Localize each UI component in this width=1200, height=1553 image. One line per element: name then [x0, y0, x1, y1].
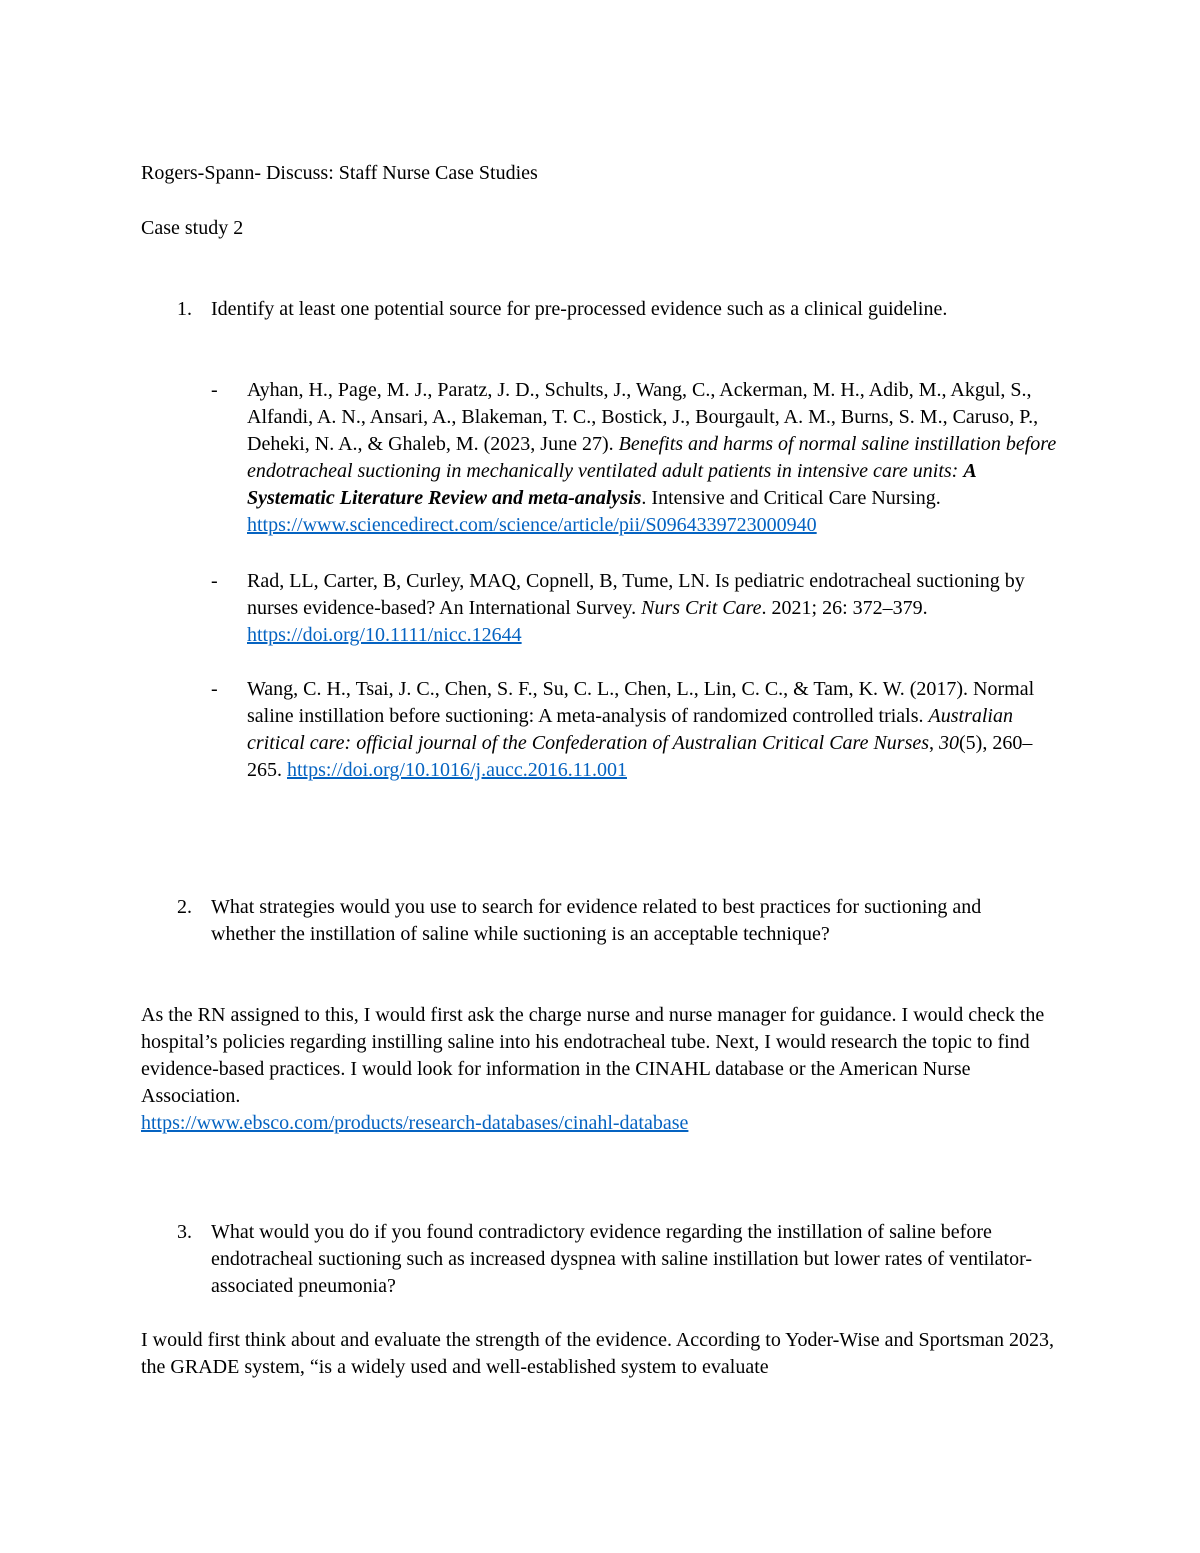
reference-2-bullet: -	[211, 570, 218, 592]
answer-2-text: As the RN assigned to this, I would first ask the charge nurse and nurse manager for guidance. I would check the hospital’s policies regarding instilling saline into his endotracheal tube. Next, I would research the topic to find evidence-based practices. I would look for information in the CINAHL database or the American Nurse Association.	[141, 1004, 1045, 1107]
reference-3-link[interactable]: https://doi.org/10.1016/j.aucc.2016.11.001	[287, 759, 627, 781]
reference-1-title-emphasis: A Systematic Literature Review and meta-analysis	[247, 460, 976, 509]
document-title: Rogers-Spann- Discuss: Staff Nurse Case Studies	[141, 162, 538, 184]
reference-2-link[interactable]: https://doi.org/10.1111/nicc.12644	[247, 624, 522, 646]
reference-3-volume: 30	[939, 732, 960, 754]
answer-3-text: I would first think about and evaluate the strength of the evidence. According to Yoder-Wise and Sportsman 2023, the GRADE system, “is a widely used and well-established system to evaluate	[141, 1329, 1055, 1378]
reference-1-title: Benefits and harms of normal saline instillation before endotracheal suctioning in mechanically ventilated adult patients in intensive care units:	[247, 433, 1057, 482]
reference-3	[247, 676, 1047, 784]
reference-1-authors: Ayhan, H., Page, M. J., Paratz, J. D., Schults, J., Wang, C., Ackerman, M. H., Adib, M., Akgul, S., Alfandi, A. N., Ansari, A., Blakeman, T. C., Bostick, J., Bourgault, A. M., Burns, S. M., Caruso, P., Deheki, N. A., & Ghaleb, M. (2023, June 27).	[247, 379, 1039, 455]
reference-3-bullet: -	[211, 678, 218, 700]
reference-1	[247, 377, 1062, 539]
reference-2-details: . 2021; 26: 372–379.	[761, 597, 928, 619]
reference-3-journal: Australian critical care: official journal of the Confederation of Australian Critical Care Nurses	[247, 705, 1013, 754]
question-3-text: What would you do if you found contradictory evidence regarding the instillation of saline before endotracheal suctioning such as increased dyspnea with saline instillation but lower rates of ventilator-associated pneumonia?	[211, 1221, 1033, 1297]
reference-1-source: . Intensive and Critical Care Nursing.	[641, 487, 941, 509]
reference-2	[247, 568, 1037, 649]
question-2-text: What strategies would you use to search for evidence related to best practices for suctioning and whether the instillation of saline while suctioning is an acceptable technique?	[211, 896, 982, 945]
question-3-number: 3.	[177, 1221, 192, 1243]
reference-1-link[interactable]: https://www.sciencedirect.com/science/article/pii/S0964339723000940	[247, 514, 817, 536]
answer-2	[141, 1002, 1056, 1137]
reference-3-authors: Wang, C. H., Tsai, J. C., Chen, S. F., Su, C. L., Chen, L., Lin, C. C., & Tam, K. W. (2017). Normal saline instillation before suctioning: A meta-analysis of randomized controlled trials.	[247, 678, 1035, 727]
reference-3-pages: (5), 260–265.	[247, 732, 1033, 781]
answer-2-link[interactable]: https://www.ebsco.com/products/research-databases/cinahl-database	[141, 1112, 689, 1134]
reference-1-bullet: -	[211, 379, 218, 401]
question-2-number: 2.	[177, 896, 192, 918]
reference-2-authors: Rad, LL, Carter, B, Curley, MAQ, Copnell, B, Tume, LN. Is pediatric endotracheal suctioning by nurses evidence-based? An International Survey.	[247, 570, 1025, 619]
reference-2-journal: Nurs Crit Care	[641, 597, 762, 619]
reference-3-separator: ,	[929, 732, 940, 754]
case-study-label: Case study 2	[141, 217, 244, 239]
question-1-number: 1.	[177, 298, 192, 320]
question-1-text: Identify at least one potential source for pre-processed evidence such as a clinical guideline.	[211, 298, 948, 320]
